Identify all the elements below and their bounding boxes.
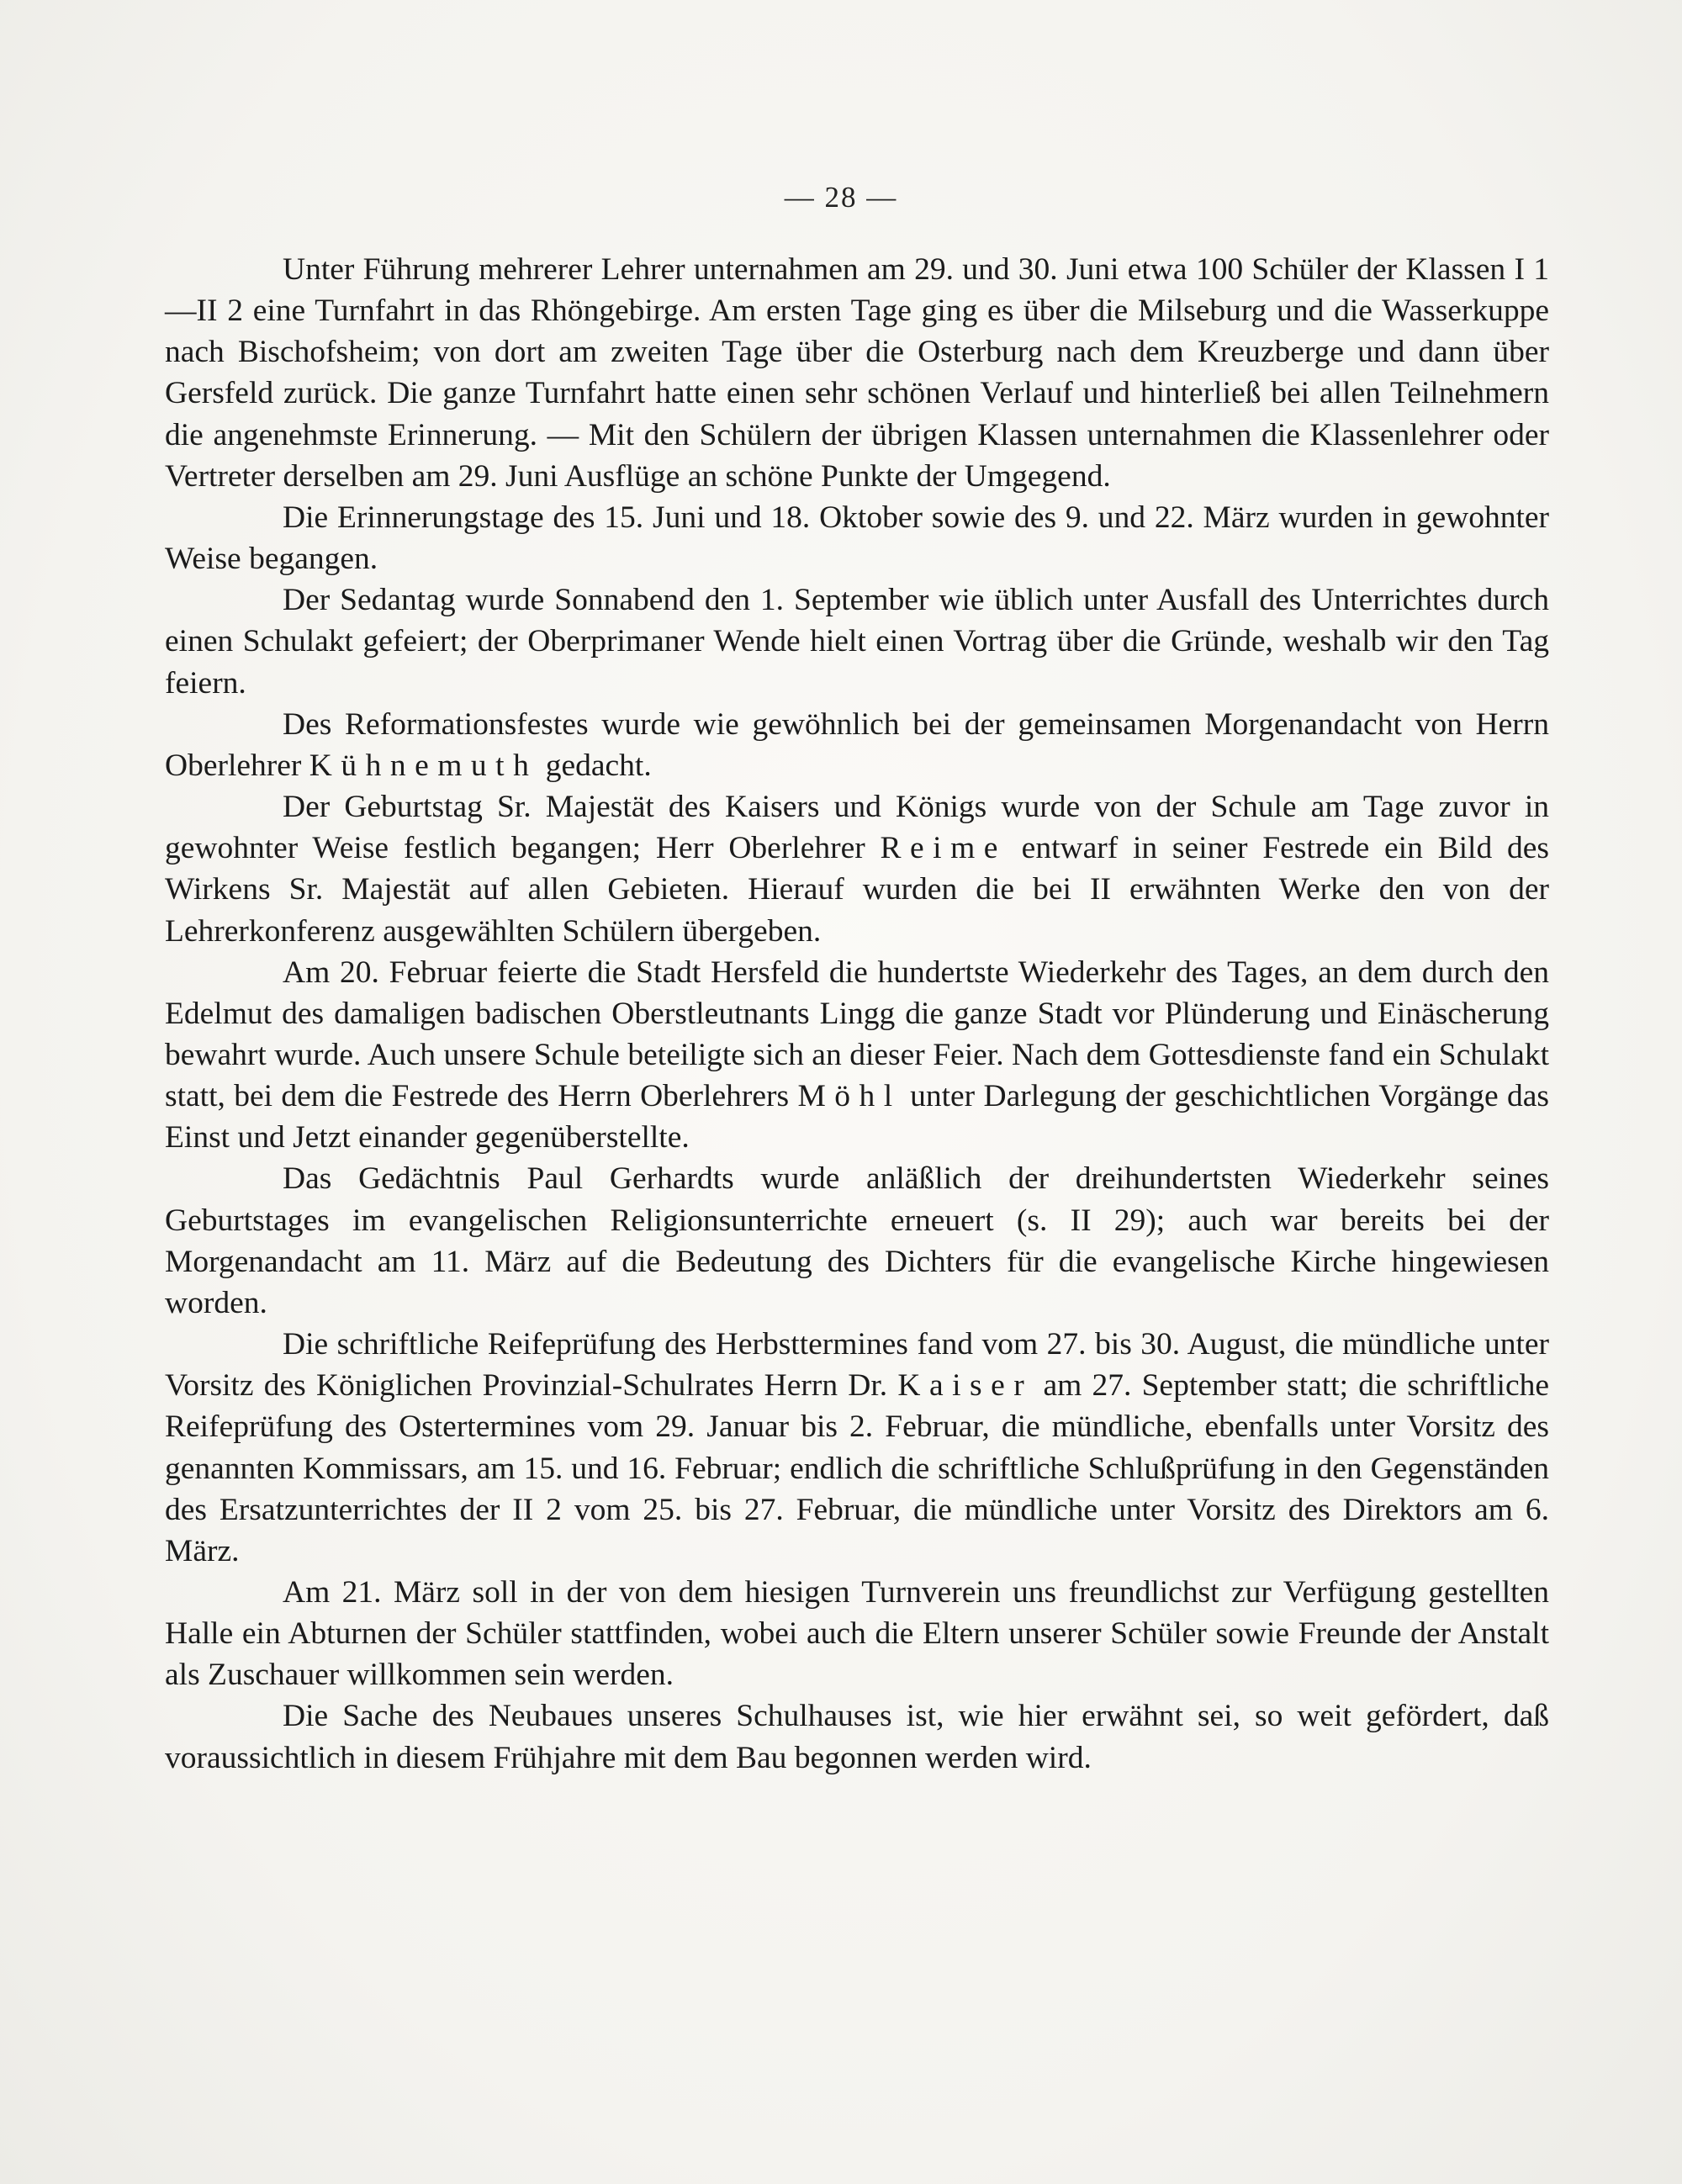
paragraph-text: Der Sedantag wurde Sonnabend den 1. September wie üblich unter Ausfall des Unterrichtes durch einen Schulakt gefeiert; der Oberprimaner Wende hielt einen Vortrag über die Gründe, weshalb wir den Tag feiern.: [165, 583, 1549, 701]
paragraph-hersfeld-feier: [165, 952, 1549, 1159]
paragraph-text: entwarf in seiner Festrede ein Bild des Wirkens Sr. Majestät auf allen Gebieten. Hierauf wurden die bei II erwähnten Werke den von der Lehrerkonferenz ausgewählten Schülern übergeben.: [165, 831, 1549, 949]
paragraph-text: Am 20. Februar feierte die Stadt Hersfeld die hundertste Wiederkehr des Tages, an dem durch den Edelmut des damaligen badischen Oberstleutnants Lingg die ganze Stadt vor Plünderung und Einäscherung bewahrt wurde. Auch unsere Schule beteiligte sich an dieser Feier. Nach dem Gottesdienste fand ein Schulakt statt, bei dem die Festrede des Herrn Oberlehrers: [165, 955, 1549, 1114]
paragraph-text: am 27. September statt; die schriftliche Reifeprüfung des Ostertermines vom 29. Januar bis 2. Februar, die mündliche, ebenfalls unter Vorsitz des genannten Kommissars, am 15. und 16. Februar; endlich die schriftliche Schlußprüfung in den Gegenständen des Ersatzunterrichtes der II 2 vom 25. bis 27. Februar, die mündliche unter Vorsitz des Direktors am 6. März.: [165, 1368, 1549, 1568]
paragraph-reformationsfest: [165, 704, 1549, 786]
paragraph-text: gedacht.: [537, 748, 652, 783]
paragraph-text: Der Geburtstag Sr. Majestät des Kaisers und Königs wurde von der Schule am Tage zuvor in gewohnter Weise festlich begangen; Herr Oberlehrer: [165, 790, 1549, 866]
paragraph-turnfahrt: [165, 249, 1549, 497]
spaced-name-moehl: Möhl: [797, 1079, 902, 1114]
page-number: — 28 —: [784, 181, 898, 214]
paragraph-text: Die Erinnerungstage des 15. Juni und 18. Oktober sowie des 9. und 22. März wurden in gewohnter Weise begangen.: [165, 500, 1549, 577]
paragraph-abturnen: [165, 1572, 1549, 1695]
paragraph-text: Die schriftliche Reifeprüfung des Herbsttermines fand vom 27. bis 30. August, die mündliche unter Vorsitz des Königlichen Provinzial-Schulrates Herrn Dr.: [165, 1327, 1549, 1404]
paragraph-text: Unter Führung mehrerer Lehrer unternahmen am 29. und 30. Juni etwa 100 Schüler der Klassen I 1—II 2 eine Turnfahrt in das Rhöngebirge. Am ersten Tage ging es über die Milseburg und die Wasserkuppe nach Bischofsheim; von dort am zweiten Tage über die Osterburg nach dem Kreuzberge und dann über Gersfeld zurück. Die ganze Turnfahrt hatte einen sehr schönen Verlauf und hinterließ bei allen Teilnehmern die angenehmste Erinnerung. — Mit den Schülern der übrigen Klassen unternahmen die Klassenlehrer oder Vertreter derselben am 29. Juni Ausflüge an schöne Punkte der Umgegend.: [165, 252, 1549, 494]
paragraph-sedantag: [165, 579, 1549, 703]
paragraph-text: unter Darlegung der geschichtlichen Vorgänge das Einst und Jetzt einander gegenüberstellte.: [165, 1079, 1549, 1155]
paragraph-text: Das Gedächtnis Paul Gerhardts wurde anläßlich der dreihundertsten Wiederkehr seines Geburtstages im evangelischen Religionsunterrichte erneuert (s. II 29); auch war bereits bei der Morgenandacht am 11. März auf die Bedeutung des Dichters für die evangelische Kirche hingewiesen worden.: [165, 1161, 1549, 1320]
paragraph-erinnerungstage: [165, 497, 1549, 579]
print-speck: [227, 1926, 241, 1938]
spaced-name-kaiser: Kaiser: [897, 1368, 1034, 1404]
body-text: [165, 249, 1549, 1779]
spaced-name-reime: Reime: [880, 831, 1007, 866]
paragraph-geburtstag-kaiser: [165, 786, 1549, 952]
spaced-name-kuehnemuth: Kühnemuth: [309, 748, 538, 783]
paragraph-text: Die Sache des Neubaues unseres Schulhauses ist, wie hier erwähnt sei, so weit gefördert, daß voraussichtlich in diesem Frühjahre mit dem Bau begonnen werden wird.: [165, 1699, 1549, 1775]
paragraph-text: Am 21. März soll in der von dem hiesigen Turnverein uns freundlichst zur Verfügung gestellten Halle ein Abturnen der Schüler stattfinden, wobei auch die Eltern unserer Schüler sowie Freunde der Anstalt als Zuschauer willkommen sein werden.: [165, 1575, 1549, 1693]
paragraph-reifepruefung: [165, 1324, 1549, 1572]
paragraph-text: Des Reformationsfestes wurde wie gewöhnlich bei der gemeinsamen Morgenandacht von Herrn Oberlehrer: [165, 706, 1549, 783]
paragraph-neubau: [165, 1695, 1549, 1778]
paragraph-gerhardt: [165, 1158, 1549, 1324]
